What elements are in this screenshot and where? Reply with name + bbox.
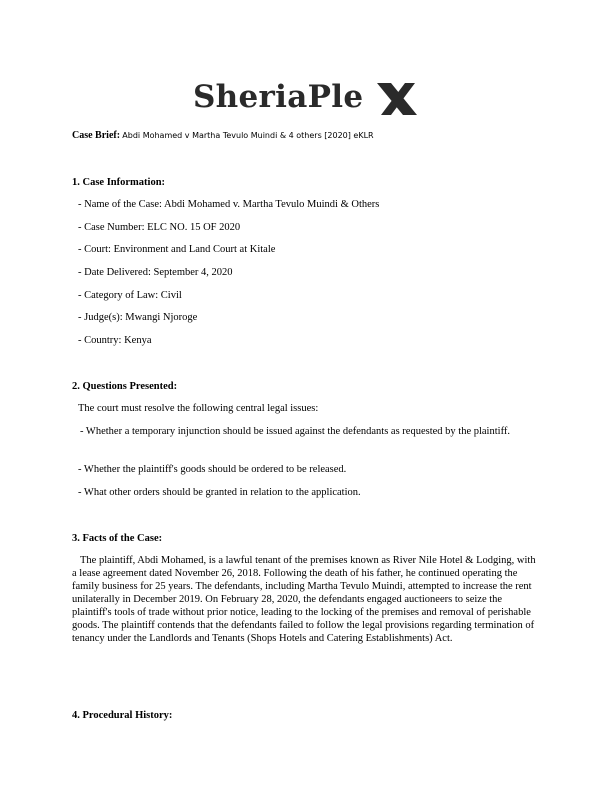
list-item: - What other orders should be granted in relation to the application.: [78, 487, 361, 498]
list-item: - Case Number: ELC NO. 15 OF 2020: [78, 222, 241, 233]
section-heading-facts: 3. Facts of the Case:: [72, 533, 163, 544]
section-heading-questions-presented: 2. Questions Presented:: [72, 381, 178, 392]
case-brief-title: Abdi Mohamed v Martha Tevulo Muindi & 4 others [2020] eKLR: [122, 131, 374, 140]
x-mark-icon: [375, 80, 419, 118]
list-item: - Judge(s): Mwangi Njoroge: [78, 312, 198, 323]
logo-wordmark: SheriaPle: [193, 79, 364, 115]
section-heading-case-information: 1. Case Information:: [72, 177, 166, 188]
list-item: - Country: Kenya: [78, 335, 152, 346]
case-brief-label: Case Brief:: [72, 130, 121, 141]
section-heading-procedural-history: 4. Procedural History:: [72, 710, 173, 721]
questions-intro: The court must resolve the following central legal issues:: [78, 403, 319, 414]
sheriaplex-logo: [193, 74, 423, 124]
list-item: - Category of Law: Civil: [78, 290, 182, 301]
facts-paragraph: The plaintiff, Abdi Mohamed, is a lawful tenant of the premises known as River Nile Hotel & Lodging, with a lease agreement dated November 26, 2018. Following the death of his father, he continued operating the family business for 25 years. The defendants, including Martha Tevulo Muindi, attempted to increase the rent unilaterally in December 2019. On February 28, 2020, the defendants engaged auctioneers to seize the plaintiff's tools of trade without prior notice, leading to the locking of the premises and removal of perishable goods. The plaintiff contends that the defendants failed to follow the legal provisions regarding termination of tenancy under the Landlords and Tenants (Shops Hotels and Catering Establishments) Act.: [72, 555, 536, 644]
list-item: - Whether a temporary injunction should be issued against the defendants as requested by the plaintiff.: [80, 426, 510, 437]
case-brief-line: [72, 129, 374, 142]
list-item: - Court: Environment and Land Court at Kitale: [78, 244, 276, 255]
list-item: - Date Delivered: September 4, 2020: [78, 267, 233, 278]
list-item: - Whether the plaintiff's goods should be ordered to be released.: [78, 464, 347, 475]
list-item: - Name of the Case: Abdi Mohamed v. Martha Tevulo Muindi & Others: [78, 199, 380, 210]
